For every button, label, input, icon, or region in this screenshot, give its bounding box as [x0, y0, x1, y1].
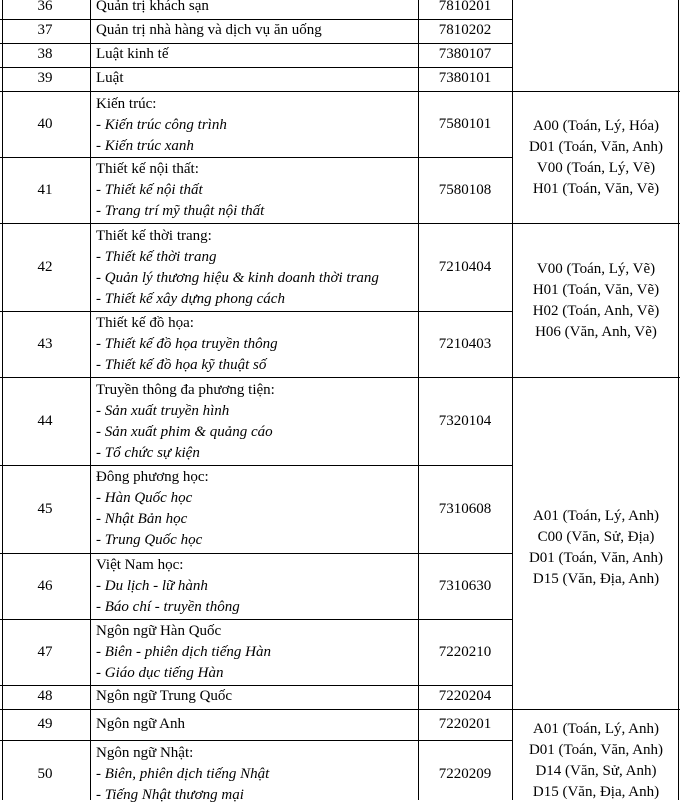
program-specialization: - Thiết kế thời trang: [96, 249, 217, 265]
program-specialization: - Biên - phiên dịch tiếng Hàn: [96, 644, 271, 660]
row-divider: [0, 91, 680, 92]
program-name: [96, 467, 209, 551]
program-title: Luật kinh tế: [96, 46, 169, 62]
program-specialization: - Biên, phiên dịch tiếng Nhật: [96, 766, 270, 782]
program-code: 7220201: [438, 716, 492, 732]
subject-combination: H02 (Toán, Anh, Vẽ): [532, 303, 660, 319]
program-code: 7380101: [438, 70, 492, 86]
program-title: Luật: [96, 70, 124, 86]
subject-combination: V00 (Toán, Lý, Vẽ): [536, 160, 656, 176]
program-specialization: - Hàn Quốc học: [96, 490, 193, 506]
program-specialization: - Sản xuất truyền hình: [96, 403, 230, 419]
row-number: 45: [37, 501, 53, 517]
subject-combination: A01 (Toán, Lý, Anh): [532, 508, 659, 524]
subject-combination: D14 (Văn, Sử, Anh): [535, 763, 657, 779]
program-code: 7220204: [438, 688, 492, 704]
program-specialization: - Trang trí mỹ thuật nội thất: [96, 203, 265, 219]
program-name: [96, 226, 379, 310]
program-name: [96, 714, 185, 735]
program-title: Thiết kế đồ họa:: [96, 315, 194, 331]
program-specialization: - Thiết kế đồ họa truyền thông: [96, 336, 278, 352]
row-divider: [0, 709, 680, 710]
row-number: 40: [37, 116, 53, 132]
program-title: Ngôn ngữ Nhật:: [96, 745, 194, 761]
row-divider: [0, 157, 512, 158]
row-number: 38: [37, 46, 53, 62]
program-specialization: - Du lịch - lữ hành: [96, 578, 208, 594]
program-name: [96, 44, 168, 65]
program-specialization: - Thiết kế nội thất: [96, 182, 203, 198]
program-title: Kiến trúc:: [96, 96, 157, 112]
program-code: 7580108: [438, 182, 492, 198]
program-name: [96, 686, 232, 707]
program-title: Việt Nam học:: [96, 557, 184, 573]
program-name: [96, 621, 271, 684]
program-name: [96, 0, 209, 17]
subject-combination: D15 (Văn, Địa, Anh): [532, 784, 660, 800]
row-divider: [0, 553, 512, 554]
program-name: [96, 94, 227, 157]
program-name: [96, 68, 124, 89]
program-title: Ngôn ngữ Trung Quốc: [96, 688, 233, 704]
row-number: 48: [37, 688, 53, 704]
row-number: 46: [37, 578, 53, 594]
program-code: 7220210: [438, 644, 492, 660]
program-code: 7210403: [438, 336, 492, 352]
program-title: Truyền thông đa phương tiện:: [96, 382, 275, 398]
subject-combination: D01 (Toán, Văn, Anh): [528, 742, 664, 758]
row-divider: [0, 223, 680, 224]
subject-combination: H01 (Toán, Văn, Vẽ): [532, 282, 660, 298]
program-code: 7810202: [438, 22, 492, 38]
program-name: [96, 555, 240, 618]
row-number: 43: [37, 336, 53, 352]
row-number: 37: [37, 22, 53, 38]
program-title: Ngôn ngữ Anh: [96, 716, 185, 732]
row-number: 47: [37, 644, 53, 660]
program-specialization: - Nhật Bản học: [96, 511, 188, 527]
row-number: 41: [37, 182, 53, 198]
row-divider: [0, 465, 512, 466]
subject-combination: D01 (Toán, Văn, Anh): [528, 139, 664, 155]
subject-combination: C00 (Văn, Sử, Địa): [537, 529, 655, 545]
row-number: 50: [37, 766, 53, 782]
program-specialization: - Thiết kế đồ họa kỹ thuật số: [96, 357, 267, 373]
program-title: Ngôn ngữ Hàn Quốc: [96, 623, 222, 639]
program-code: 7210404: [438, 259, 492, 275]
column-divider: [90, 0, 91, 800]
row-divider: [0, 740, 512, 741]
program-code: 7310608: [438, 501, 492, 517]
row-number: 44: [37, 413, 53, 429]
row-number: 36: [37, 0, 53, 14]
program-title: Thiết kế thời trang:: [96, 228, 212, 244]
program-specialization: - Tiếng Nhật thương mại: [96, 787, 244, 803]
subject-combination: A01 (Toán, Lý, Anh): [532, 721, 659, 737]
subject-combinations: [512, 719, 680, 803]
program-name: [96, 380, 275, 464]
program-name: [96, 743, 269, 806]
program-specialization: - Quản lý thương hiệu & kinh doanh thời trang: [96, 270, 379, 286]
program-specialization: - Kiến trúc công trình: [96, 117, 227, 133]
program-specialization: - Trung Quốc học: [96, 532, 203, 548]
program-specialization: - Giáo dục tiếng Hàn: [96, 665, 224, 681]
program-code: 7310630: [438, 578, 492, 594]
program-name: [96, 20, 322, 41]
subject-combination: H01 (Toán, Văn, Vẽ): [532, 181, 660, 197]
program-code: 7580101: [438, 116, 492, 132]
program-name: [96, 159, 264, 222]
row-number: 42: [37, 259, 53, 275]
row-number: 39: [37, 70, 53, 86]
program-title: Đông phương học:: [96, 469, 209, 485]
program-specialization: - Thiết kế xây dựng phong cách: [96, 291, 285, 307]
subject-combination: V00 (Toán, Lý, Vẽ): [536, 261, 656, 277]
subject-combinations: [512, 506, 680, 590]
program-code: 7380107: [438, 46, 492, 62]
program-specialization: - Kiến trúc xanh: [96, 138, 194, 154]
subject-combinations: [512, 116, 680, 200]
subject-combinations: [512, 259, 680, 343]
program-code: 7810201: [438, 0, 492, 14]
subject-combination: H06 (Văn, Anh, Vẽ): [535, 324, 657, 340]
program-title: Quản trị khách sạn: [96, 0, 209, 14]
program-specialization: - Tổ chức sự kiện: [96, 445, 200, 461]
program-title: Thiết kế nội thất:: [96, 161, 199, 177]
row-divider: [0, 311, 512, 312]
program-code: 7320104: [438, 413, 492, 429]
program-name: [96, 313, 278, 376]
row-divider: [0, 377, 680, 378]
row-number: 49: [37, 716, 53, 732]
program-specialization: - Sản xuất phim & quảng cáo: [96, 424, 273, 440]
program-specialization: - Báo chí - truyền thông: [96, 599, 240, 615]
subject-combination: D01 (Toán, Văn, Anh): [528, 550, 664, 566]
subject-combination: D15 (Văn, Địa, Anh): [532, 571, 660, 587]
row-divider: [0, 619, 512, 620]
program-title: Quản trị nhà hàng và dịch vụ ăn uống: [96, 22, 322, 38]
program-code: 7220209: [438, 766, 492, 782]
subject-combination: A00 (Toán, Lý, Hóa): [533, 118, 659, 134]
